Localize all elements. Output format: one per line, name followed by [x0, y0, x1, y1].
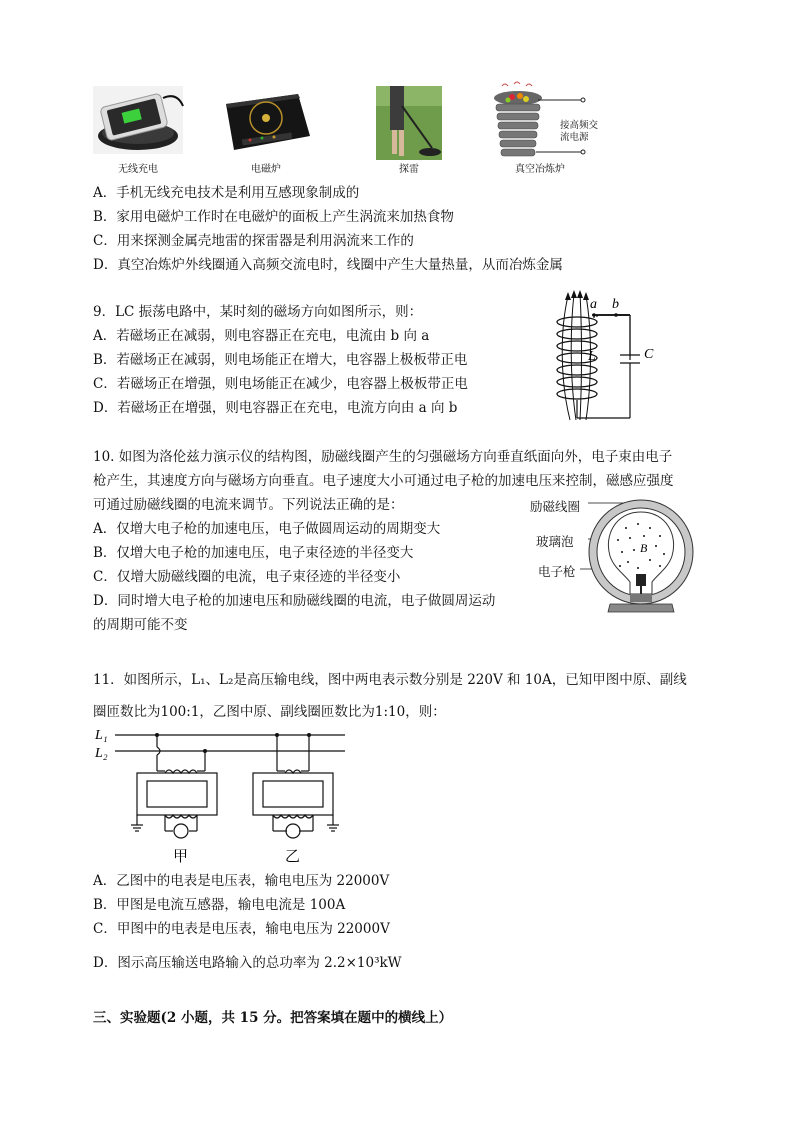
q11-stem-line-1: 11．如图所示，L₁、L₂是高压输电线，图中两电表示数分别是 220V 和 10A，已知甲图中原、副线 [93, 672, 687, 688]
q10-option-b: B．仅增大电子枪的加速电压，电子束径迹的半径变大 [93, 545, 414, 561]
q9-option-c: C．若磁场正在增强，则电场能正在减少，电容器上极板带正电 [93, 376, 468, 392]
label-L: L [588, 349, 596, 364]
label-B: B [640, 541, 648, 555]
label-coil: 励磁线圈 [530, 499, 581, 514]
induction-cooker-picture [220, 90, 312, 154]
q10-stem-line-3: 可通过励磁线圈的电流来调节。下列说法正确的是： [93, 497, 404, 513]
q11-option-d: D．图示高压输送电路输入的总功率为 2.2×10³kW [93, 955, 402, 971]
caption-mine-detection: 探雷 [399, 164, 419, 175]
q8-option-b: B．家用电磁炉工作时在电磁炉的面板上产生涡流来加热食物 [93, 209, 454, 225]
caption-vacuum-furnace: 真空冶炼炉 [515, 164, 565, 175]
q8-option-c: C．用来探测金属壳地雷的探雷器是利用涡流来工作的 [93, 233, 414, 249]
q8-option-a: A．手机无线充电技术是利用互感现象制成的 [93, 185, 360, 201]
q10-option-a: A．仅增大电子枪的加速电压，电子做圆周运动的周期变大 [93, 521, 441, 537]
vacuum-furnace-side-label: 接高频交流电源 [560, 120, 599, 143]
q10-stem-line-1: 10. 如图为洛伦兹力演示仪的结构图，励磁线圈产生的匀强磁场方向垂直纸面向外，电子束由电子 [93, 449, 673, 465]
q11-option-a: A．乙图中的电表是电压表，输电电压为 22000V [93, 873, 390, 889]
q9-option-b: B．若磁场正在减弱，则电场能正在增大，电容器上极板带正电 [93, 352, 468, 368]
label-a: a [590, 297, 597, 312]
label-gun: 电子枪 [538, 564, 576, 579]
label-bulb: 玻璃泡 [536, 534, 574, 549]
label-L1: L₁ [95, 728, 108, 743]
q10-option-d: D．同时增大电子枪的加速电压和励磁线圈的电流，电子做圆周运动 [93, 593, 496, 609]
label-jia: 甲 [173, 847, 189, 865]
q10-option-d-cont: 的周期可能不变 [93, 617, 188, 633]
q8-option-d: D．真空冶炼炉外线圈通入高频交流电时，线圈中产生大量热量，从而冶炼金属 [93, 257, 563, 273]
wireless-charging-picture [93, 86, 183, 154]
image-induction-cooker [220, 90, 312, 154]
label-b: b [612, 297, 619, 312]
lorentz-apparatus-diagram [530, 494, 710, 624]
lc-circuit-diagram [540, 290, 690, 425]
q9-stem: 9．LC 振荡电路中，某时刻的磁场方向如图所示，则： [93, 304, 423, 320]
image-wireless-charging [93, 86, 183, 154]
q9-option-d: D．若磁场正在增强，则电容器正在充电，电流方向由 a 向 b [93, 400, 458, 416]
circuit-wires [577, 315, 640, 418]
field-arrow-icon [565, 290, 589, 300]
image-mine-detection [376, 86, 442, 160]
label-yi: 乙 [285, 847, 301, 865]
caption-induction-cooker: 电磁炉 [251, 164, 281, 175]
label-C: C [644, 347, 654, 362]
q11-stem-line-2: 圈匝数比为100:1，乙图中原、副线圈匝数比为1:10，则： [93, 704, 446, 720]
section-3-heading: 三、实验题(2 小题，共 15 分。把答案填在题中的横线上） [93, 1010, 453, 1026]
q10-option-c: C．仅增大励磁线圈的电流，电子束径迹的半径变小 [93, 569, 401, 585]
mine-detection-picture [376, 86, 442, 160]
q11-option-c: C．甲图中的电表是电压表，输电电压为 22000V [93, 921, 390, 937]
caption-wireless-charging: 无线充电 [118, 164, 158, 175]
q10-stem-line-2: 枪产生，其速度方向与磁场方向垂直。电子速度大小可通过电子枪的加速电压来控制，磁感应强度 [93, 473, 674, 489]
transformer-circuit-diagram [93, 725, 353, 865]
magnetic-field-lines [562, 294, 590, 420]
label-L2: L₂ [95, 746, 108, 761]
q11-option-b: B．甲图是电流互感器，输电电流是 100A [93, 897, 346, 913]
q9-option-a: A．若磁场正在减弱，则电容器正在充电，电流由 b 向 a [93, 328, 430, 344]
